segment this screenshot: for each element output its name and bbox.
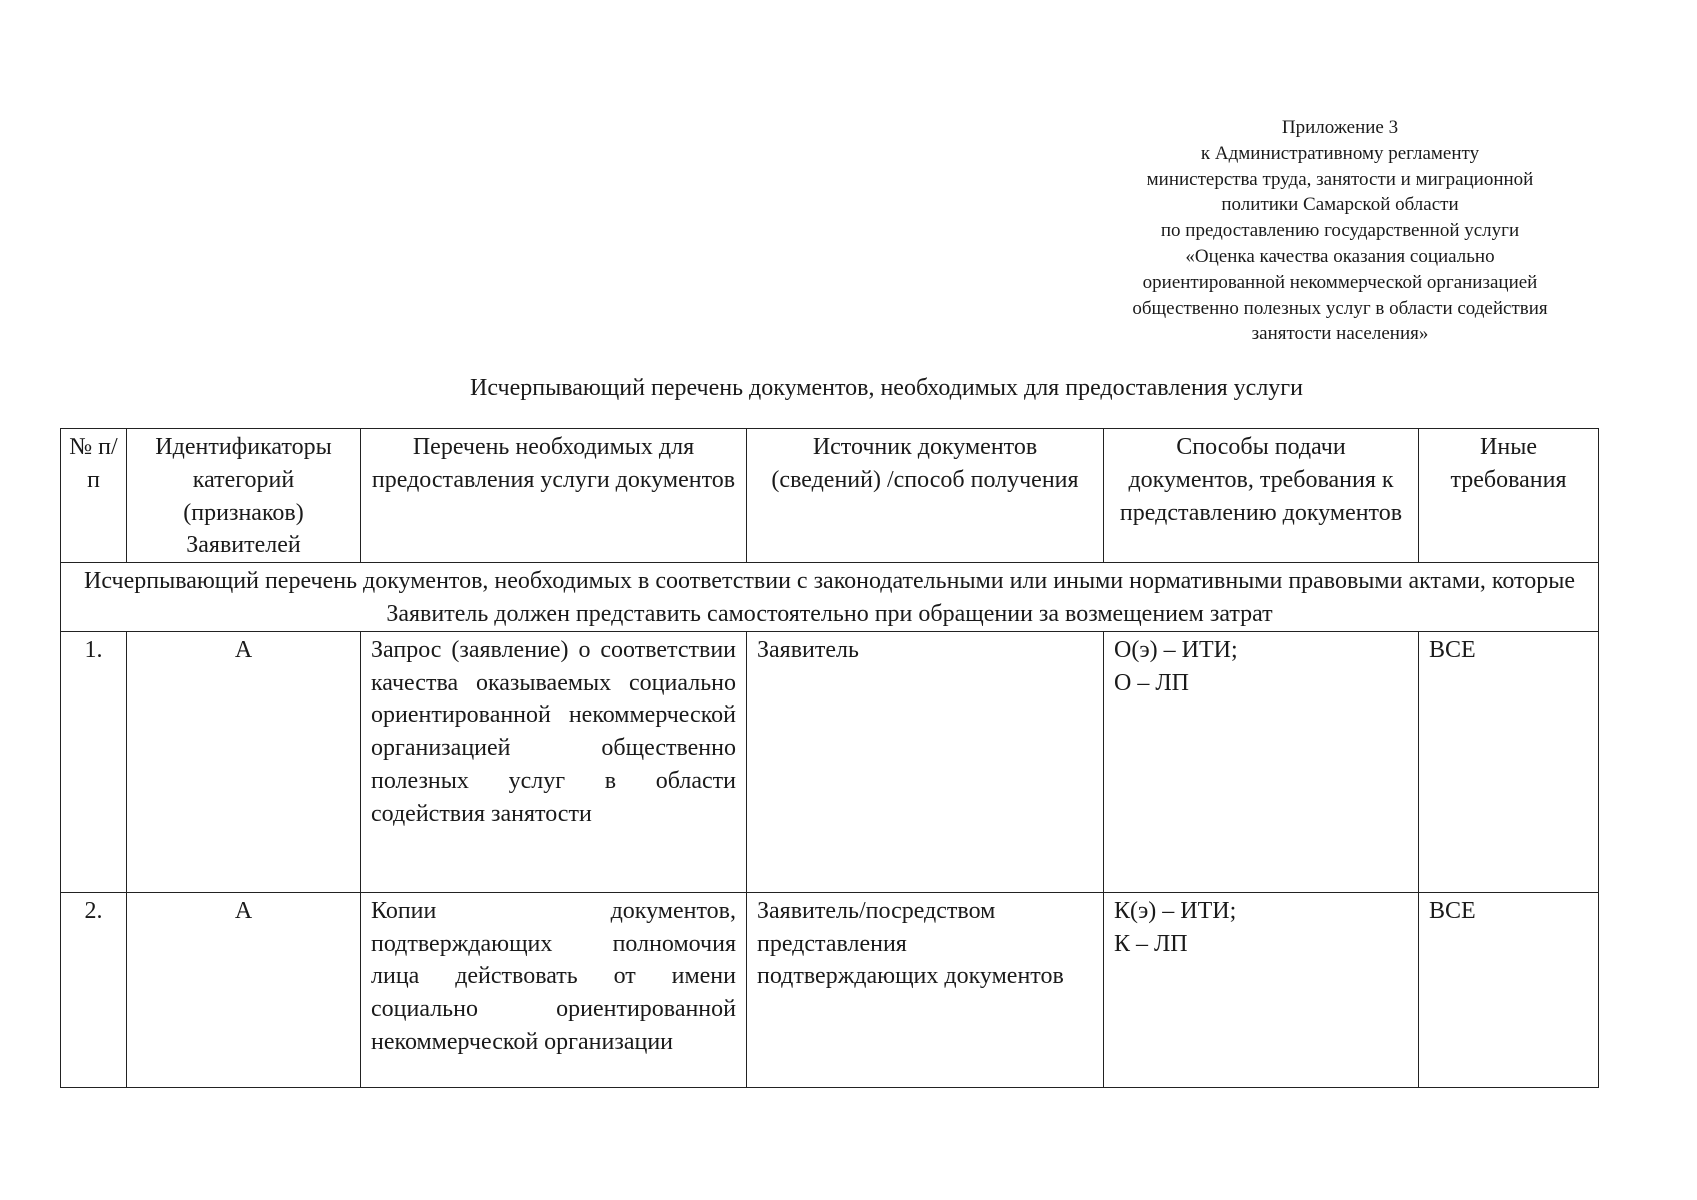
submission-method: О – ЛП — [1114, 669, 1189, 696]
documents-table — [60, 428, 1599, 1088]
row-other-requirements: ВСЕ — [1419, 892, 1599, 1087]
header-document-source: Источник документов (сведений) /способ получения — [747, 429, 1104, 563]
table-row — [61, 631, 1599, 892]
document-title: Исчерпывающий перечень документов, необходимых для предоставления услуги — [470, 375, 1303, 401]
header-submission-methods: Способы подачи документов, требования к представлению документов — [1104, 429, 1419, 563]
appendix-line: «Оценка качества оказания социально — [1185, 245, 1495, 267]
section-row — [61, 563, 1599, 632]
row-other-requirements: ВСЕ — [1419, 631, 1599, 892]
appendix-line: занятости населения» — [1251, 323, 1429, 345]
appendix-line: министерства труда, занятости и миграционной — [1146, 168, 1534, 190]
row-document: Копии документов, подтверждающих полномочия лица действовать от имени социально ориентированной некоммерческой организации — [361, 892, 747, 1087]
row-document: Запрос (заявление) о соответствии качества оказываемых социально ориентированной некоммерческой организацией общественно полезных услуг в области содействия занятости — [361, 631, 747, 892]
row-source: Заявитель — [747, 631, 1104, 892]
appendix-line: Приложение 3 — [1281, 117, 1399, 138]
row-source: Заявитель/посредством представления подтверждающих документов — [747, 892, 1104, 1087]
table-header-row — [61, 429, 1599, 563]
header-documents-list: Перечень необходимых для предоставления услуги документов — [361, 429, 747, 563]
header-num: № п/п — [61, 429, 127, 563]
row-submission-methods — [1104, 631, 1419, 892]
appendix-line: к Административному регламенту — [1200, 142, 1480, 164]
header-applicant-categories: Идентификаторы категорий (признаков) Заявителей — [127, 429, 361, 563]
appendix-line: политики Самарской области — [1221, 194, 1459, 216]
row-number: 2. — [61, 892, 127, 1087]
appendix-block — [1080, 115, 1600, 347]
header-other-requirements: Иные требования — [1419, 429, 1599, 563]
submission-method: О(э) – ИТИ; — [1114, 636, 1238, 663]
table-row — [61, 892, 1599, 1087]
section-heading: Исчерпывающий перечень документов, необходимых в соответствии с законодательными или иными нормативными правовыми актами, которые Заявитель должен представить самостоятельно при обращении за возмещением затрат — [61, 563, 1599, 632]
appendix-line: по предоставлению государственной услуги — [1160, 220, 1520, 242]
submission-method: К(э) – ИТИ; — [1114, 897, 1237, 924]
row-applicant-id: А — [127, 631, 361, 892]
row-applicant-id: А — [127, 892, 361, 1087]
appendix-line: ориентированной некоммерческой организацией — [1142, 271, 1538, 293]
row-submission-methods — [1104, 892, 1419, 1087]
row-number: 1. — [61, 631, 127, 892]
submission-method: К – ЛП — [1114, 930, 1188, 957]
appendix-line: общественно полезных услуг в области содействия — [1132, 297, 1548, 319]
